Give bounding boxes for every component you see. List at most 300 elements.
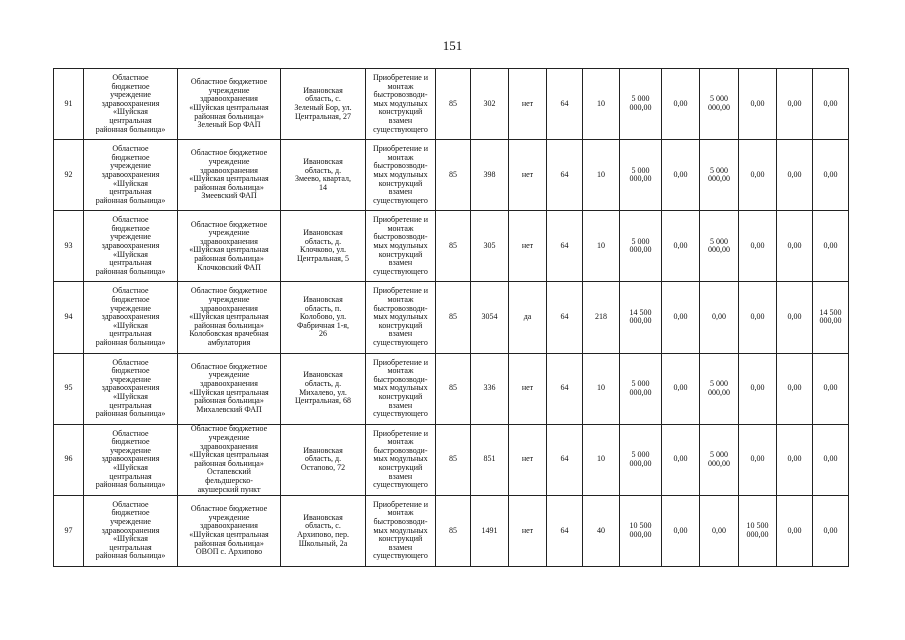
measure-cell-line: мых модульных — [373, 241, 428, 251]
facility-cell-line: Змеевский ФАП — [201, 191, 257, 201]
institution-cell-line: «Шуйская — [113, 320, 148, 330]
facility-cell-line: ОВОП с. Архипово — [195, 547, 263, 557]
facility-cell-line: учреждение — [208, 295, 250, 304]
measure-cell-line: монтаж — [387, 366, 414, 376]
institution-cell-line: «Шуйская — [113, 534, 148, 544]
measure-cell-line: конструкций — [378, 320, 423, 330]
institution-cell-line: учреждение — [110, 90, 151, 100]
institution-cell-line: «Шуйская — [113, 249, 148, 259]
fund-2-cell-line: 000,00 — [708, 245, 730, 255]
facility-cell-line: учреждение — [208, 157, 250, 167]
institution-cell-line: здравоохранения — [101, 454, 160, 464]
col-64-cell: 64 — [547, 424, 583, 495]
fund-5-cell: 0,00 — [813, 69, 849, 140]
facility-cell — [178, 211, 281, 282]
facility-cell-line: учреждение — [208, 370, 250, 380]
fund-5-cell-line: 14 500 — [819, 307, 842, 317]
fund-2-cell-line: 0,00 — [712, 525, 726, 535]
yes-no-cell: да — [509, 282, 547, 353]
area-cell: 305 — [471, 211, 509, 282]
address-cell-line: область, д. — [304, 165, 342, 175]
facilities-table — [53, 68, 849, 567]
total-amount-cell — [620, 211, 662, 282]
fund-2-cell-line: 000,00 — [708, 458, 730, 468]
facility-cell-line: акушерский пункт — [197, 484, 261, 494]
institution-cell-line: районная больница» — [95, 124, 166, 134]
facility-cell-line: здравоохранения — [200, 236, 258, 246]
measure-cell-line: монтаж — [387, 437, 414, 447]
address-cell-line: Ивановская — [303, 228, 343, 238]
total-amount-cell-line: 5 000 — [631, 94, 650, 104]
yes-no-cell: нет — [509, 424, 547, 495]
address-cell — [281, 495, 366, 566]
total-amount-cell — [620, 140, 662, 211]
measure-cell-line: мых модульных — [373, 98, 428, 108]
table-row — [54, 424, 849, 495]
facility-cell — [178, 424, 281, 495]
page-number: 151 — [442, 38, 463, 53]
total-amount-cell — [620, 495, 662, 566]
measure-cell-line: существующего — [373, 337, 428, 347]
facility-cell-line: «Шуйская центральная — [189, 529, 269, 539]
facility-cell-line: учреждение — [208, 85, 250, 95]
facility-cell-line: Областное бюджетное — [190, 504, 268, 514]
fund-3-cell: 0,00 — [739, 282, 777, 353]
measure-cell — [366, 424, 436, 495]
facility-cell-line: здравоохранения — [200, 521, 258, 531]
fund-5-cell: 0,00 — [813, 353, 849, 424]
address-cell-line: Ивановская — [303, 445, 343, 455]
address-cell — [281, 69, 366, 140]
row-number-cell: 93 — [54, 211, 84, 282]
institution-cell-line: Областное — [112, 499, 149, 509]
address-cell — [281, 211, 366, 282]
fund-1-cell: 0,00 — [662, 495, 700, 566]
address-cell-line: Остапово, 72 — [300, 463, 346, 473]
measure-cell-line: Приобретение и — [372, 357, 429, 367]
fund-3-cell: 0,00 — [739, 140, 777, 211]
measure-cell-line: мых модульных — [373, 312, 428, 322]
institution-cell-line: Областное — [112, 72, 149, 82]
total-amount-cell-line: 000,00 — [629, 387, 652, 397]
fund-4-cell: 0,00 — [777, 282, 813, 353]
institution-cell — [84, 424, 178, 495]
table-row — [54, 69, 849, 140]
measure-cell-line: Приобретение и — [372, 144, 429, 154]
total-amount-cell-line: 5 000 — [631, 379, 650, 389]
institution-cell-line: «Шуйская — [113, 391, 148, 401]
yes-no-cell: нет — [509, 69, 547, 140]
col-64-cell: 64 — [547, 211, 583, 282]
address-cell-line: Центральная, 5 — [297, 253, 349, 263]
capacity-cell: 218 — [583, 282, 620, 353]
total-amount-cell — [620, 424, 662, 495]
measure-cell-line: конструкций — [378, 391, 423, 401]
facility-cell-line: учреждение — [208, 512, 250, 522]
facility-cell — [178, 140, 281, 211]
fund-4-cell: 0,00 — [777, 211, 813, 282]
facility-cell-line: «Шуйская центральная — [189, 103, 269, 113]
total-amount-cell-line: 000,00 — [629, 316, 652, 326]
institution-cell-line: здравоохранения — [101, 241, 160, 251]
facility-cell — [178, 495, 281, 566]
measure-cell-line: быстровозводи- — [373, 517, 428, 527]
measure-cell-line: быстровозводи- — [373, 161, 428, 171]
measure-cell-line: существующего — [373, 409, 428, 419]
fund-2-cell — [700, 211, 739, 282]
measure-cell-line: быстровозводи- — [373, 374, 428, 384]
institution-cell-line: районная больница» — [95, 195, 166, 205]
measure-cell — [366, 495, 436, 566]
col-85-cell: 85 — [436, 282, 471, 353]
row-number-cell: 96 — [54, 424, 84, 495]
total-amount-cell-line: 000,00 — [629, 458, 652, 468]
total-amount-cell-line: 000,00 — [629, 529, 652, 539]
col-85-cell: 85 — [436, 424, 471, 495]
address-cell — [281, 424, 366, 495]
address-cell — [281, 282, 366, 353]
facility-cell-line: районная больница» — [194, 396, 264, 406]
col-85-cell: 85 — [436, 140, 471, 211]
col-64-cell: 64 — [547, 353, 583, 424]
fund-2-cell-line: 5 000 — [710, 450, 728, 460]
facility-cell-line: районная больница» — [194, 111, 264, 121]
measure-cell-line: монтаж — [387, 81, 414, 91]
fund-4-cell: 0,00 — [777, 69, 813, 140]
facility-cell-line: районная больница» — [194, 538, 264, 548]
measure-cell-line: существующего — [373, 195, 428, 205]
measure-cell-line: взамен — [388, 187, 413, 197]
facility-cell-line: Областное бюджетное — [190, 77, 268, 87]
facility-cell-line: «Шуйская центральная — [189, 245, 269, 255]
area-cell: 302 — [471, 69, 509, 140]
capacity-cell: 10 — [583, 69, 620, 140]
measure-cell-line: существующего — [373, 266, 428, 276]
institution-cell-line: здравоохранения — [101, 383, 160, 393]
facility-cell-line: здравоохранения — [200, 441, 258, 451]
fund-5-cell — [813, 282, 849, 353]
institution-cell-line: районная больница» — [95, 409, 166, 419]
facility-cell-line: районная больница» — [194, 253, 264, 263]
fund-3-cell: 0,00 — [739, 353, 777, 424]
measure-cell-line: мых модульных — [373, 525, 428, 535]
measure-cell — [366, 353, 436, 424]
measure-cell-line: конструкций — [378, 249, 423, 259]
measure-cell-line: монтаж — [387, 508, 414, 518]
area-cell: 851 — [471, 424, 509, 495]
institution-cell-line: здравоохранения — [101, 169, 160, 179]
address-cell-line: Ивановская — [303, 370, 343, 380]
fund-2-cell-line: 000,00 — [708, 387, 730, 397]
facility-cell-line: Областное бюджетное — [190, 361, 268, 371]
facility-cell-line: учреждение — [208, 432, 250, 442]
col-64-cell: 64 — [547, 282, 583, 353]
measure-cell — [366, 69, 436, 140]
fund-5-cell: 0,00 — [813, 495, 849, 566]
measure-cell — [366, 211, 436, 282]
institution-cell-line: здравоохранения — [101, 525, 160, 535]
capacity-cell: 10 — [583, 211, 620, 282]
fund-2-cell-line: 5 000 — [710, 165, 728, 175]
institution-cell — [84, 353, 178, 424]
institution-cell-line: районная больница» — [95, 266, 166, 276]
facility-cell-line: учреждение — [208, 228, 250, 238]
address-cell-line: Михалево, ул. — [299, 387, 347, 397]
total-amount-cell — [620, 69, 662, 140]
facility-cell-line: районная больница» — [194, 182, 264, 192]
fund-5-cell: 0,00 — [813, 140, 849, 211]
institution-cell-line: бюджетное — [111, 508, 150, 518]
fund-1-cell: 0,00 — [662, 282, 700, 353]
institution-cell-line: бюджетное — [111, 223, 150, 233]
institution-cell-line: бюджетное — [111, 152, 150, 162]
facility-cell-line: Областное бюджетное — [190, 286, 268, 296]
facility-cell-line: здравоохранения — [200, 379, 258, 389]
measure-cell-line: монтаж — [387, 223, 414, 233]
total-amount-cell-line: 000,00 — [629, 103, 652, 113]
measure-cell-line: быстровозводи- — [373, 232, 428, 242]
row-number-cell: 94 — [54, 282, 84, 353]
facility-cell-line: «Шуйская центральная — [189, 312, 269, 322]
measure-cell-line: монтаж — [387, 152, 414, 162]
row-number-cell: 95 — [54, 353, 84, 424]
facility-cell-line: «Шуйская центральная — [189, 450, 269, 460]
total-amount-cell-line: 5 000 — [631, 450, 650, 460]
measure-cell-line: Приобретение и — [372, 286, 429, 296]
measure-cell-line: конструкций — [378, 107, 423, 117]
measure-cell — [366, 140, 436, 211]
measure-cell-line: конструкций — [378, 463, 423, 473]
row-number-cell: 91 — [54, 69, 84, 140]
institution-cell — [84, 211, 178, 282]
institution-cell — [84, 69, 178, 140]
address-cell-line: область, п. — [304, 303, 342, 313]
fund-4-cell: 0,00 — [777, 140, 813, 211]
measure-cell-line: мых модульных — [373, 454, 428, 464]
col-64-cell: 64 — [547, 495, 583, 566]
institution-cell-line: Областное — [112, 144, 149, 154]
fund-1-cell: 0,00 — [662, 424, 700, 495]
facility-cell-line: фельдшерско- — [205, 475, 253, 485]
fund-4-cell: 0,00 — [777, 424, 813, 495]
institution-cell-line: учреждение — [110, 232, 151, 242]
capacity-cell: 40 — [583, 495, 620, 566]
fund-2-cell-line: 000,00 — [708, 103, 730, 113]
table-row — [54, 495, 849, 566]
table-body — [54, 69, 849, 567]
measure-cell-line: взамен — [388, 258, 413, 268]
institution-cell — [84, 140, 178, 211]
measure-cell-line: взамен — [388, 542, 413, 552]
capacity-cell: 10 — [583, 424, 620, 495]
address-cell-line: Колобово, ул. — [299, 312, 347, 322]
facility-cell-line: Михалевский ФАП — [196, 404, 262, 414]
fund-2-cell — [700, 69, 739, 140]
facility-cell — [178, 69, 281, 140]
yes-no-cell: нет — [509, 353, 547, 424]
row-number-cell: 97 — [54, 495, 84, 566]
address-cell-line: Архипово, пер. — [297, 529, 349, 539]
institution-cell-line: бюджетное — [111, 295, 150, 304]
institution-cell-line: центральная — [109, 187, 152, 197]
fund-2-cell — [700, 424, 739, 495]
facility-cell-line: районная больница» — [194, 320, 264, 330]
area-cell: 398 — [471, 140, 509, 211]
table-row — [54, 282, 849, 353]
institution-cell-line: центральная — [109, 329, 152, 339]
facility-cell-line: «Шуйская центральная — [189, 387, 269, 397]
measure-cell-line: взамен — [388, 115, 413, 125]
total-amount-cell-line: 5 000 — [631, 165, 650, 175]
institution-cell-line: центральная — [109, 115, 152, 125]
fund-2-cell — [700, 353, 739, 424]
institution-cell-line: учреждение — [110, 517, 151, 527]
total-amount-cell-line: 000,00 — [629, 245, 652, 255]
fund-3-cell: 0,00 — [739, 69, 777, 140]
fund-1-cell: 0,00 — [662, 353, 700, 424]
facility-cell-line: Зеленый Бор ФАП — [197, 120, 261, 130]
total-amount-cell-line: 14 500 — [629, 307, 652, 317]
institution-cell-line: учреждение — [110, 161, 151, 171]
fund-3-cell-line: 000,00 — [746, 529, 769, 539]
fund-3-cell-line: 10 500 — [746, 521, 769, 531]
col-85-cell: 85 — [436, 353, 471, 424]
measure-cell-line: Приобретение и — [372, 215, 429, 225]
address-cell-line: Ивановская — [303, 512, 343, 522]
address-cell-line: область, с. — [305, 521, 341, 531]
address-cell-line: Ивановская — [303, 85, 343, 95]
fund-2-cell — [700, 140, 739, 211]
institution-cell-line: Областное — [112, 428, 149, 438]
institution-cell-line: здравоохранения — [101, 98, 160, 108]
address-cell-line: область, с. — [305, 94, 341, 104]
measure-cell-line: взамен — [388, 400, 413, 410]
row-number-cell: 92 — [54, 140, 84, 211]
yes-no-cell: нет — [509, 140, 547, 211]
col-85-cell: 85 — [436, 69, 471, 140]
fund-2-cell — [700, 495, 739, 566]
address-cell-line: Центральная, 68 — [295, 396, 351, 406]
address-cell-line: Центральная, 27 — [295, 111, 351, 121]
measure-cell-line: Приобретение и — [372, 428, 429, 438]
col-85-cell: 85 — [436, 211, 471, 282]
yes-no-cell: нет — [509, 495, 547, 566]
capacity-cell: 10 — [583, 353, 620, 424]
measure-cell-line: существующего — [373, 551, 428, 561]
col-85-cell: 85 — [436, 495, 471, 566]
address-cell-line: область, д. — [304, 379, 342, 389]
institution-cell-line: здравоохранения — [101, 312, 160, 322]
facility-cell-line: амбулатория — [207, 337, 251, 347]
table-row — [54, 211, 849, 282]
measure-cell-line: существующего — [373, 480, 428, 490]
address-cell-line: Змеево, квартал, — [294, 174, 352, 184]
measure-cell-line: взамен — [388, 471, 413, 481]
institution-cell-line: центральная — [109, 400, 152, 410]
facility-cell-line: здравоохранения — [200, 165, 258, 175]
table-row — [54, 353, 849, 424]
fund-2-cell-line: 0,00 — [712, 312, 726, 322]
fund-1-cell: 0,00 — [662, 211, 700, 282]
fund-1-cell: 0,00 — [662, 69, 700, 140]
fund-5-cell-line: 000,00 — [819, 316, 842, 326]
capacity-cell: 10 — [583, 140, 620, 211]
institution-cell-line: районная больница» — [95, 337, 166, 347]
institution-cell-line: бюджетное — [111, 81, 150, 91]
institution-cell — [84, 495, 178, 566]
total-amount-cell — [620, 282, 662, 353]
institution-cell-line: центральная — [109, 471, 152, 481]
measure-cell-line: конструкций — [378, 534, 423, 544]
area-cell: 3054 — [471, 282, 509, 353]
institution-cell-line: бюджетное — [111, 437, 150, 447]
measure-cell-line: Приобретение и — [372, 72, 429, 82]
total-amount-cell-line: 10 500 — [629, 521, 652, 531]
address-cell-line: область, д. — [304, 454, 342, 464]
facility-cell-line: Колобовская врачебная — [189, 329, 269, 339]
col-64-cell: 64 — [547, 140, 583, 211]
address-cell-line: Зеленый Бор, ул. — [294, 103, 352, 113]
institution-cell-line: «Шуйская — [113, 107, 148, 117]
measure-cell-line: быстровозводи- — [373, 90, 428, 100]
institution-cell-line: бюджетное — [111, 366, 150, 376]
fund-3-cell: 0,00 — [739, 424, 777, 495]
institution-cell-line: Областное — [112, 357, 149, 367]
fund-2-cell-line: 5 000 — [710, 379, 728, 389]
fund-1-cell: 0,00 — [662, 140, 700, 211]
facility-cell-line: Остапевский — [207, 467, 251, 477]
fund-3-cell: 0,00 — [739, 211, 777, 282]
facility-cell-line: Областное бюджетное — [190, 148, 268, 158]
facility-cell — [178, 353, 281, 424]
yes-no-cell: нет — [509, 211, 547, 282]
fund-2-cell-line: 000,00 — [708, 174, 730, 184]
measure-cell-line: Приобретение и — [372, 499, 429, 509]
measure-cell-line: конструкций — [378, 178, 423, 188]
address-cell — [281, 140, 366, 211]
institution-cell — [84, 282, 178, 353]
fund-2-cell-line: 5 000 — [710, 236, 728, 246]
facility-cell-line: «Шуйская центральная — [189, 174, 269, 184]
area-cell: 336 — [471, 353, 509, 424]
fund-2-cell-line: 5 000 — [710, 94, 728, 104]
institution-cell-line: «Шуйская — [113, 178, 148, 188]
fund-4-cell: 0,00 — [777, 353, 813, 424]
measure-cell-line: существующего — [373, 124, 428, 134]
facility-cell-line: здравоохранения — [200, 303, 258, 313]
total-amount-cell-line: 000,00 — [629, 174, 652, 184]
area-cell: 1491 — [471, 495, 509, 566]
measure-cell-line: взамен — [388, 329, 413, 339]
fund-4-cell: 0,00 — [777, 495, 813, 566]
address-cell-line: 14 — [319, 182, 327, 192]
address-cell-line: Фабричная 1-я, — [296, 320, 350, 330]
institution-cell-line: центральная — [109, 542, 152, 552]
facility-cell-line: Клочковский ФАП — [197, 262, 261, 272]
institution-cell-line: учреждение — [110, 445, 151, 455]
institution-cell-line: «Шуйская — [113, 463, 148, 473]
measure-cell-line: мых модульных — [373, 169, 428, 179]
fund-5-cell: 0,00 — [813, 211, 849, 282]
institution-cell-line: районная больница» — [95, 480, 166, 490]
facility-cell-line: Областное бюджетное — [190, 424, 268, 434]
address-cell-line: Школьный, 2а — [298, 538, 348, 548]
institution-cell-line: Областное — [112, 286, 149, 296]
facility-cell — [178, 282, 281, 353]
measure-cell — [366, 282, 436, 353]
address-cell — [281, 353, 366, 424]
fund-3-cell — [739, 495, 777, 566]
